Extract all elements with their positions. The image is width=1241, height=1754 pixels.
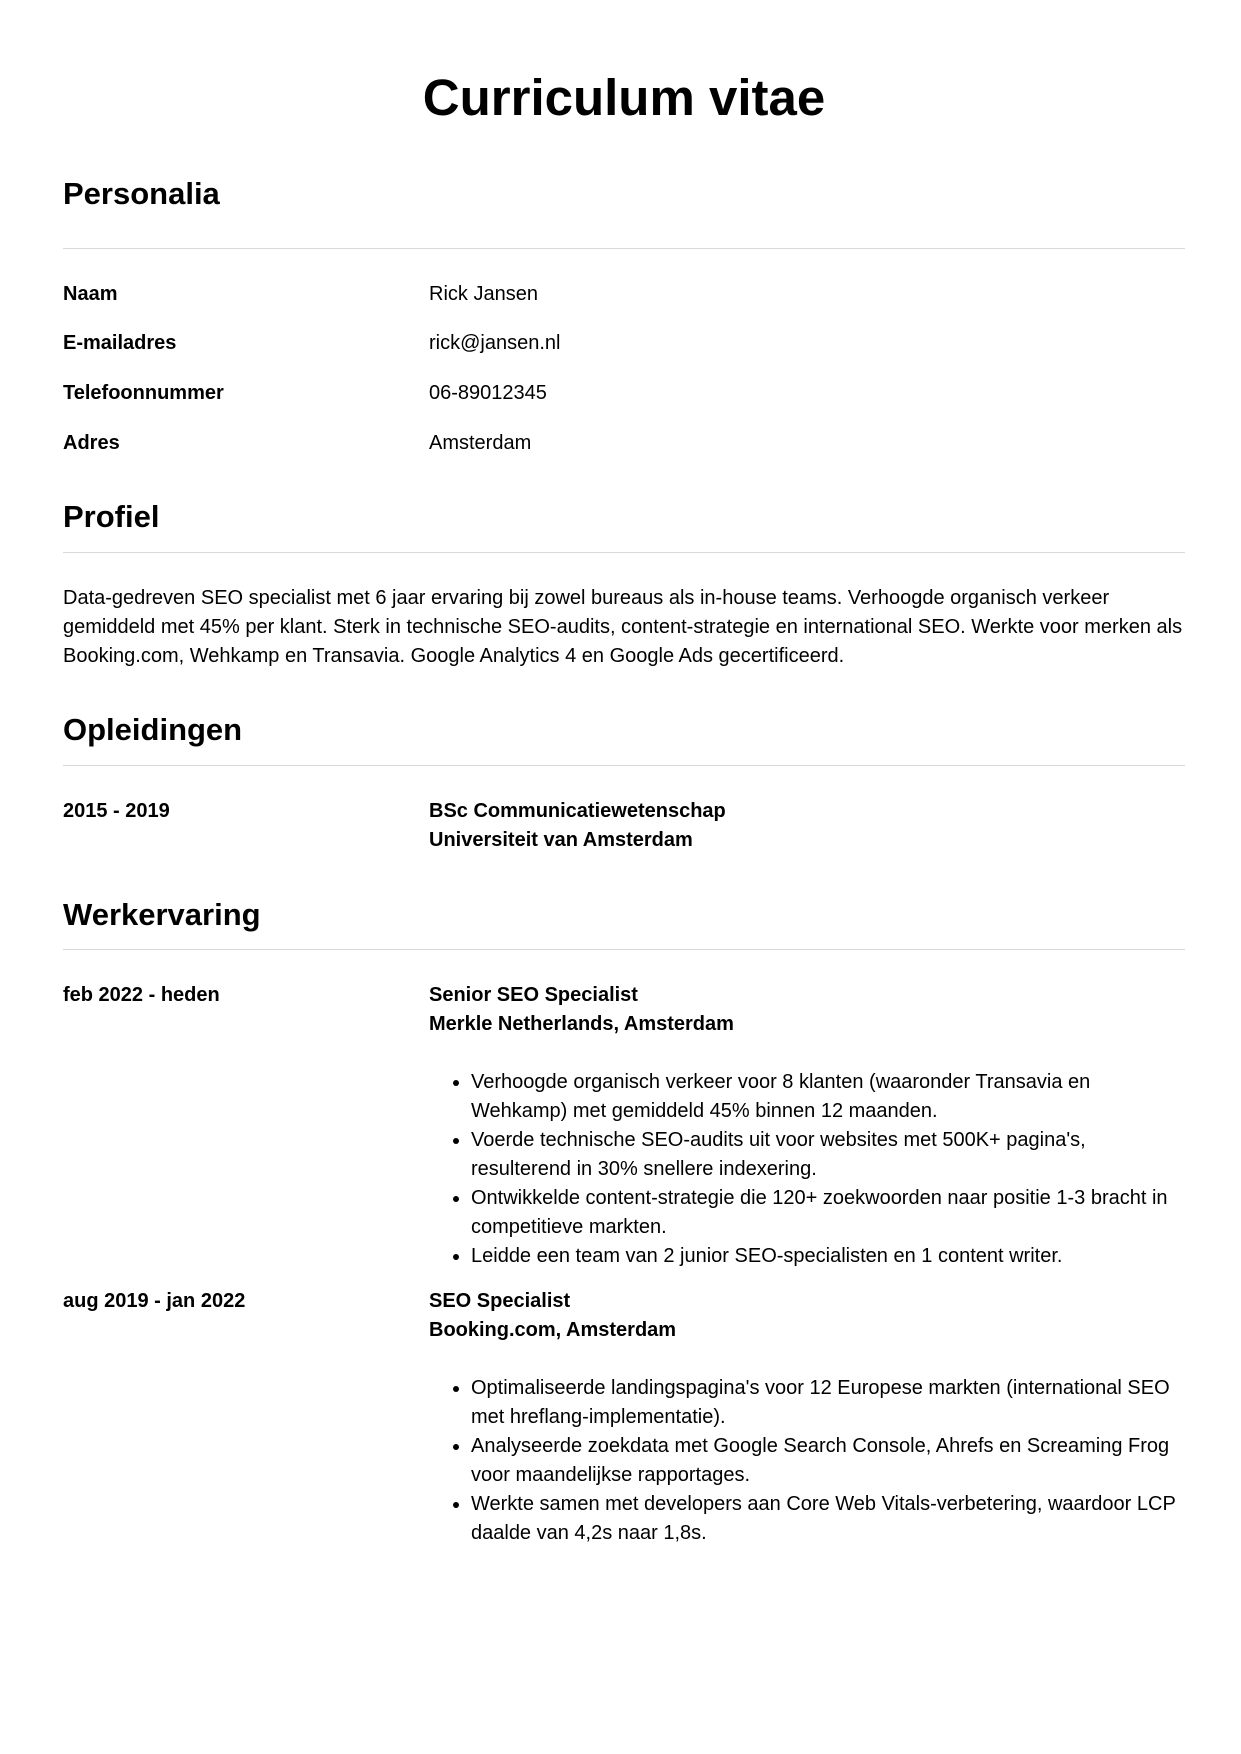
list-item: • Voerde technische SEO-audits uit voor websites met 500K+ pagina's, resulterend in 30% snellere indexering. — [471, 1126, 1185, 1184]
education-school: Universiteit van Amsterdam — [429, 829, 693, 851]
section-werkervaring — [63, 895, 1185, 935]
section-divider — [63, 552, 1185, 553]
section-personalia — [63, 174, 1185, 214]
section-divider — [63, 949, 1185, 950]
education-degree: BSc Communicatiewetenschap — [429, 800, 726, 822]
work-period: aug 2019 - jan 2022 — [63, 1290, 246, 1312]
field-value: 06-89012345 — [429, 382, 547, 404]
field-label: Adres — [63, 432, 120, 454]
document-title: Curriculum vitae — [422, 69, 826, 126]
work-role: SEO Specialist — [429, 1290, 571, 1312]
section-profiel — [63, 497, 1185, 537]
list-item: • Ontwikkelde content-strategie die 120+ zoekwoorden naar positie 1-3 bracht in competitieve markten. — [471, 1184, 1185, 1242]
section-heading-profiel: Profiel — [63, 499, 160, 534]
field-label: E-mailadres — [63, 332, 177, 354]
list-item: • Verhoogde organisch verkeer voor 8 klanten (waaronder Transavia en Wehkamp) met gemiddeld 45% binnen 12 maanden. — [471, 1068, 1185, 1126]
education-detail — [429, 797, 1185, 855]
list-item: • Analyseerde zoekdata met Google Search Console, Ahrefs en Screaming Frog voor maandelijkse rapportages. — [471, 1432, 1185, 1490]
work-company: Merkle Netherlands, Amsterdam — [429, 1013, 734, 1035]
section-opleidingen — [63, 710, 1185, 750]
work-company: Booking.com, Amsterdam — [429, 1319, 677, 1341]
section-heading-werkervaring: Werkervaring — [63, 897, 261, 932]
field-value: Rick Jansen — [429, 283, 538, 305]
section-heading-opleidingen: Opleidingen — [63, 712, 243, 747]
work-detail — [429, 981, 1185, 1271]
field-label: Naam — [63, 283, 118, 305]
field-value: rick@jansen.nl — [429, 332, 561, 354]
list-item: • Leidde een team van 2 junior SEO-specialisten en 1 content writer. — [471, 1242, 1185, 1271]
list-item: • Optimaliseerde landingspagina's voor 12 Europese markten (international SEO met hreflang-implementatie). — [471, 1374, 1185, 1432]
section-divider — [63, 765, 1185, 766]
work-role: Senior SEO Specialist — [429, 984, 638, 1006]
section-heading-personalia: Personalia — [63, 176, 220, 211]
work-achievements — [429, 1068, 1185, 1271]
profile-text: Data-gedreven SEO specialist met 6 jaar ervaring bij zowel bureaus als in-house teams. Verhoogde organisch verkeer gemiddeld met 45% per klant. Sterk in technische SEO-audits, content-strategie en international SEO. Werkte voor merken als Booking.com, Wehkamp en Transavia. Google Analytics 4 en Google Ads gecertificeerd. — [63, 587, 1183, 667]
section-divider — [63, 248, 1185, 249]
work-detail — [429, 1287, 1185, 1548]
field-label: Telefoonnummer — [63, 382, 224, 404]
field-value: Amsterdam — [429, 432, 532, 454]
work-period: feb 2022 - heden — [63, 984, 220, 1006]
education-period: 2015 - 2019 — [63, 800, 170, 822]
list-item: • Werkte samen met developers aan Core Web Vitals-verbetering, waardoor LCP daalde van 4,2s naar 1,8s. — [471, 1490, 1185, 1548]
work-achievements — [429, 1374, 1185, 1548]
